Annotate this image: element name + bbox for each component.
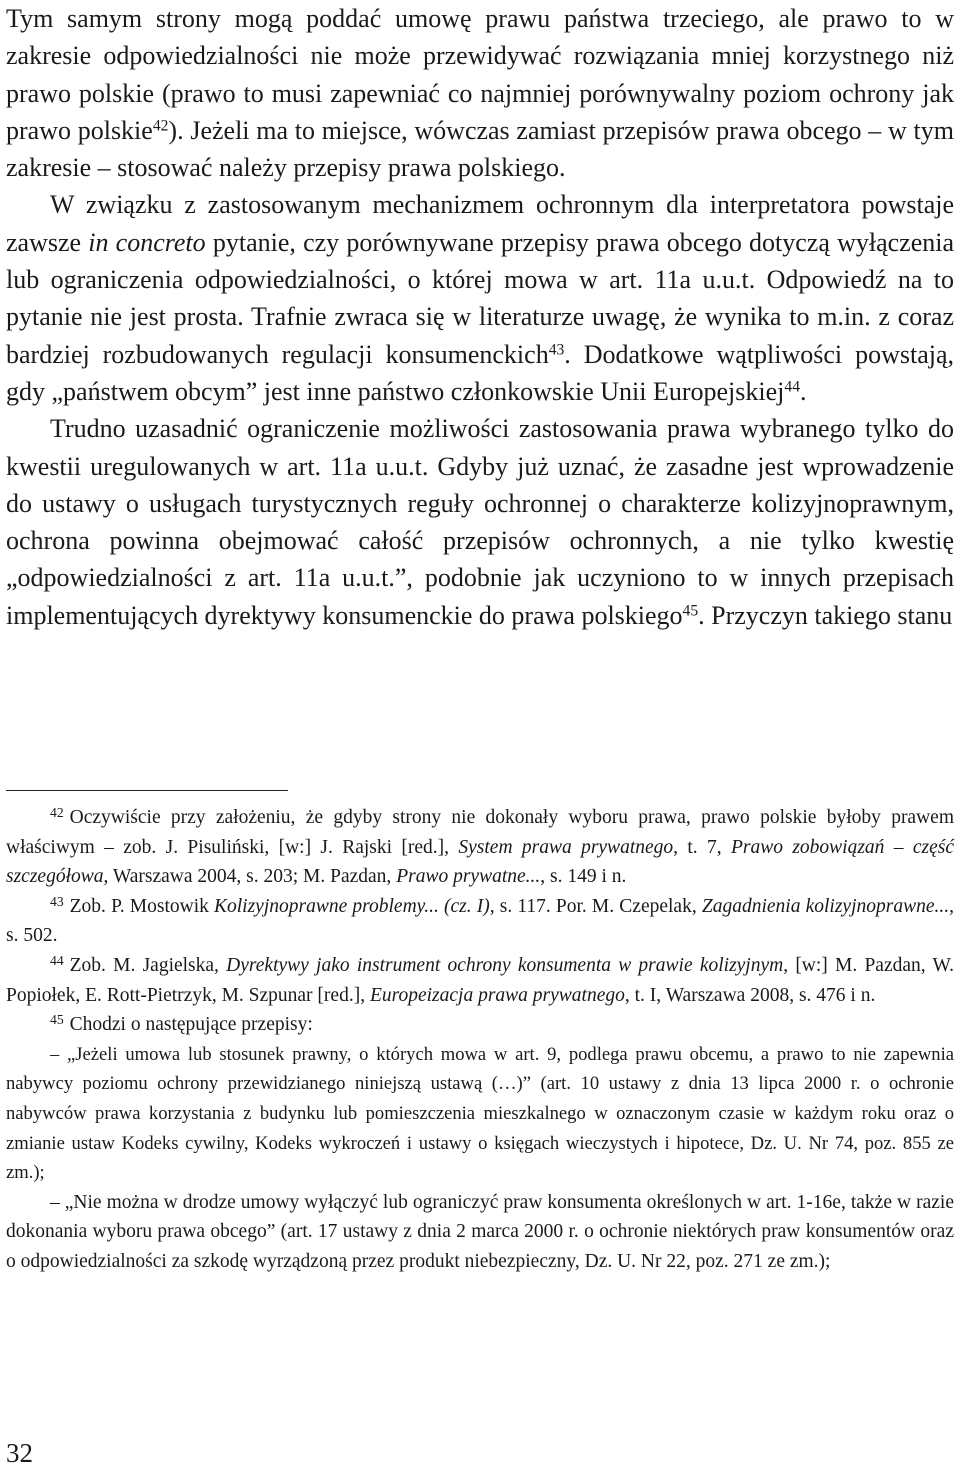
footnotes [6, 803, 954, 1277]
footnote-text: Zob. P. Mostowik [69, 895, 214, 917]
italic-title: Kolizyjnoprawne problemy... (cz. I) [214, 895, 490, 917]
paragraph-text: ). Jeżeli ma to miejsce, wówczas zamiast przepisów prawa obcego – w tym zakresie – stosować należy przepisy prawa polskiego. [6, 115, 954, 183]
footnote-number: 45 [50, 1012, 64, 1028]
paragraph-text: . Przyczyn takiego stanu [698, 600, 953, 630]
page-number: 32 [6, 1438, 33, 1468]
footnote-separator [6, 790, 288, 791]
italic-title: Dyrektywy jako instrument ochrony konsumenta w prawie kolizyjnym [226, 954, 784, 976]
footnote-text: , t. 7, [673, 836, 731, 858]
footnote-ref: 43 [548, 341, 565, 359]
italic-title: System prawa prywatnego [458, 836, 674, 858]
footnote-text: , Warszawa 2004, s. 203; M. Pazdan, [103, 866, 397, 888]
footnote-text: , s. 117. Por. M. Czepelak, [489, 895, 702, 917]
footnote-text: , [w:] M. Pazdan, W. Popiołek, E. Rott-Pietrzyk, M. Szpunar [red.], [6, 954, 954, 1006]
main-text [6, 0, 954, 634]
italic-title: Zagadnienia kolizyjnoprawne... [701, 895, 950, 917]
footnote-text: , t. I, Warszawa 2008, s. 476 i n. [624, 984, 876, 1006]
italic-title: Prawo prywatne... [396, 866, 541, 888]
paragraph [6, 410, 954, 634]
paragraph [6, 186, 954, 410]
footnote-text: Zob. M. Jagielska, [69, 954, 227, 976]
paragraph-text: . Dodatkowe wątpliwości powstają, gdy „państwem obcym” jest inne państwo członkowskie Unii Europejskiej [6, 339, 954, 406]
paragraph-text: pytanie, czy porównywane przepisy prawa obcego dotyczą wyłączenia lub ograniczenia odpowiedzialności, o której mowa w art. 11a u.u.t. Odpowiedź na to pytanie nie jest prosta. Trafnie zwraca się w literaturze uwagę, że wynika to m.in. z coraz bardziej rozbudowanych regulacji konsumenckich [6, 227, 955, 369]
footnote-45-quote-1: – „Jeżeli umowa lub stosunek prawny, o których mowa w art. 9, podlega prawu obcemu, a prawo to nie zapewnia nabywcy poziomu ochrony przewidzianego niniejszą ustawą (…)” (art. 10 ustawy z dnia 13 lipca 2000 r. o ochronie nabywców prawa korzystania z budynku lub pomieszczenia mieszkalnego w oznaczonym czasie w każdym roku oraz o zmianie ustaw Kodeks cywilny, Kodeks wykroczeń i ustawy o księgach wieczystych i hipotece, Dz. U. Nr 74, poz. 855 ze zm.); [6, 1043, 954, 1184]
italic-phrase: in concreto [88, 227, 206, 257]
paragraph [6, 0, 954, 186]
footnote-43 [6, 892, 954, 951]
footnote-ref: 44 [784, 378, 800, 396]
footnote-number: 43 [50, 893, 64, 909]
footnote-text: , s. 149 i n. [540, 866, 627, 888]
paragraph-text: Trudno uzasadnić ograniczenie możliwości zastosowania prawa wybranego tylko do kwestii uregulowanych w art. 11a u.u.t. Gdyby już uznać, że zasadne jest wprowadzenie do ustawy o usługach turystycznych reguły ochronnej o charakterze kolizyjnoprawnym, ochrona powinna obejmować całość przepisów ochronnych, a nie tylko kwestię „odpowiedzialności z art. 11a u.u.t.”, podobnie jak uczyniono to w innych przepisach implementujących dyrektywy konsumenckie do prawa polskiego [6, 414, 954, 630]
footnote-ref: 45 [682, 602, 699, 620]
italic-title: Europeizacja prawa prywatnego [369, 984, 625, 1006]
footnote-ref: 42 [152, 117, 169, 135]
paragraph-text: Tym samym strony mogą poddać umowę prawu państwa trzeciego, ale prawo to w zakresie odpowiedzialności nie może przewidywać rozwiązania mniej korzystnego niż prawo polskie (prawo to musi zapewniać co najmniej porównywalny poziom ochrony jak prawo polskie [6, 4, 954, 145]
footnote-45-quote-2: – „Nie można w drodze umowy wyłączyć lub ograniczyć praw konsumenta określonych w art. 1-16e, także w razie dokonania wyboru prawa obcego” (art. 17 ustawy z dnia 2 marca 2000 r. o ochronie niektórych praw konsumentów oraz o odpowiedzialności za szkodę wyrządzoną przez produkt niebezpieczny, Dz. U. Nr 22, poz. 271 ze zm.); [6, 1191, 954, 1272]
paragraph-text: W związku z zastosowanym mechanizmem ochronnym dla interpretatora powstaje zawsze [6, 190, 954, 257]
footnote-text: , s. 502. [6, 895, 954, 947]
footnote-text: Oczywiście przy założeniu, że gdyby strony nie dokonały wyboru prawa, prawo polskie byłoby prawem właściwym – zob. J. Pisuliński, [w:] J. Rajski [red.], [6, 807, 954, 858]
footnote-44 [6, 951, 954, 1010]
footnote-number: 44 [50, 952, 64, 968]
footnote-45 [6, 1010, 954, 1040]
italic-title: Prawo zobowiązań – część szczegółowa [6, 836, 955, 888]
footnote-number: 42 [50, 804, 64, 820]
paragraph-text: . [799, 376, 807, 406]
footnote-text: Chodzi o następujące przepisy: [69, 1014, 313, 1036]
footnote-42 [6, 803, 954, 892]
